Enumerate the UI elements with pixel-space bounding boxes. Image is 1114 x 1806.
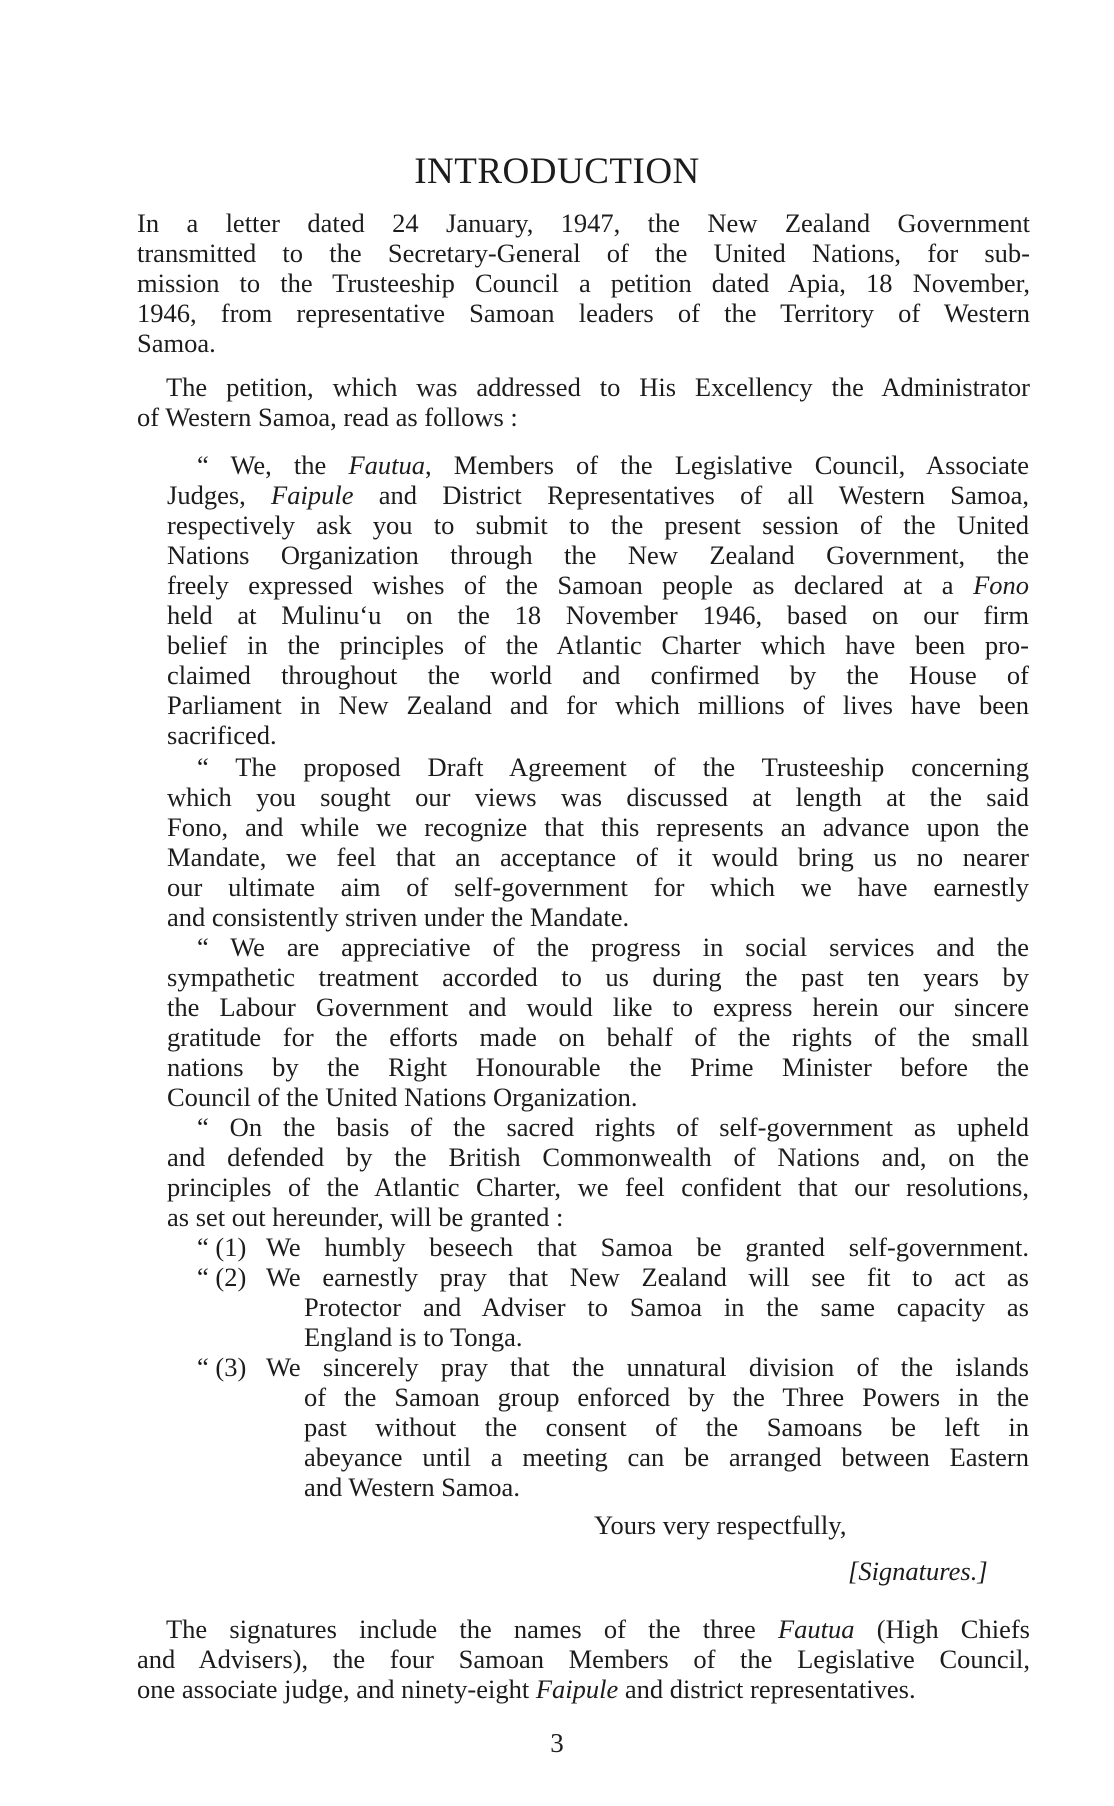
text-line: of the Samoan group enforced by the Three Powers in the — [304, 1382, 1029, 1412]
text-line: and consistently striven under the Mandate. — [167, 902, 630, 932]
text-line: Judges, Faipule and District Representatives of all Western Samoa, — [167, 480, 1029, 510]
text-line: “ The proposed Draft Agreement of the Trusteeship concerning — [197, 752, 1029, 782]
text-line: held at Mulinu‘u on the 18 November 1946, based on our firm — [167, 600, 1029, 630]
text-line: We sincerely pray that the unnatural division of the islands — [266, 1352, 1029, 1382]
text-line: “ We, the Fautua, Members of the Legislative Council, Associate — [197, 450, 1029, 480]
text-line: belief in the principles of the Atlantic Charter which have been pro- — [167, 630, 1029, 660]
text-line: Council of the United Nations Organization. — [167, 1082, 638, 1112]
text-line: abeyance until a meeting can be arranged between Eastern — [304, 1442, 1029, 1472]
signatures-note: [Signatures.] — [848, 1556, 988, 1586]
text-line: The signatures include the names of the three Fautua (High Chiefs — [166, 1614, 1030, 1644]
text-line: our ultimate aim of self-government for which we have earnestly — [167, 872, 1029, 902]
text-line: We earnestly pray that New Zealand will see fit to act as — [266, 1262, 1029, 1292]
text-line: sacrificed. — [167, 720, 277, 750]
text-line: sympathetic treatment accorded to us during the past ten years by — [167, 962, 1029, 992]
text-line: and defended by the British Commonwealth of Nations and, on the — [167, 1142, 1029, 1172]
page-number: 3 — [550, 1728, 564, 1758]
text-line: In a letter dated 24 January, 1947, the New Zealand Government — [137, 208, 1030, 238]
text-line: claimed throughout the world and confirmed by the House of — [167, 660, 1029, 690]
resolution-number: “ (3) — [197, 1352, 247, 1382]
text-line: Parliament in New Zealand and for which millions of lives have been — [167, 690, 1029, 720]
text-line: Nations Organization through the New Zealand Government, the — [167, 540, 1029, 570]
text-line: Fono, and while we recognize that this represents an advance upon the — [167, 812, 1029, 842]
resolution-number: “ (1) — [197, 1232, 247, 1262]
text-line: nations by the Right Honourable the Prime Minister before the — [167, 1052, 1029, 1082]
text-line: respectively ask you to submit to the present session of the United — [167, 510, 1029, 540]
text-line: Samoa. — [137, 328, 216, 358]
closing-salutation: Yours very respectfully, — [594, 1510, 847, 1540]
page-title: INTRODUCTION — [414, 151, 700, 192]
text-line: We humbly beseech that Samoa be granted self-government. — [266, 1232, 1029, 1262]
text-line: 1946, from representative Samoan leaders of the Territory of Western — [137, 298, 1030, 328]
text-line: of Western Samoa, read as follows : — [137, 402, 518, 432]
text-line: principles of the Atlantic Charter, we feel confident that our resolutions, — [167, 1172, 1029, 1202]
text-line: the Labour Government and would like to express herein our sincere — [167, 992, 1029, 1022]
text-line: freely expressed wishes of the Samoan people as declared at a Fono — [167, 570, 1029, 600]
text-line: past without the consent of the Samoans be left in — [304, 1412, 1029, 1442]
text-line: gratitude for the efforts made on behalf of the rights of the small — [167, 1022, 1029, 1052]
text-line: “ We are appreciative of the progress in social services and the — [197, 932, 1029, 962]
text-line: Mandate, we feel that an acceptance of it would bring us no nearer — [167, 842, 1029, 872]
text-line: The petition, which was addressed to His Excellency the Administrator — [166, 372, 1030, 402]
text-line: transmitted to the Secretary-General of the United Nations, for sub- — [137, 238, 1030, 268]
text-line: “ On the basis of the sacred rights of self-government as upheld — [197, 1112, 1029, 1142]
text-line: one associate judge, and ninety-eight Faipule and district representatives. — [137, 1674, 916, 1704]
text-line: Protector and Adviser to Samoa in the same capacity as — [304, 1292, 1029, 1322]
text-line: and Advisers), the four Samoan Members of the Legislative Council, — [137, 1644, 1030, 1674]
text-line: and Western Samoa. — [304, 1472, 520, 1502]
text-line: England is to Tonga. — [304, 1322, 523, 1352]
text-line: as set out hereunder, will be granted : — [167, 1202, 564, 1232]
text-line: which you sought our views was discussed at length at the said — [167, 782, 1029, 812]
text-line: mission to the Trusteeship Council a petition dated Apia, 18 November, — [137, 268, 1030, 298]
resolution-number: “ (2) — [197, 1262, 247, 1292]
